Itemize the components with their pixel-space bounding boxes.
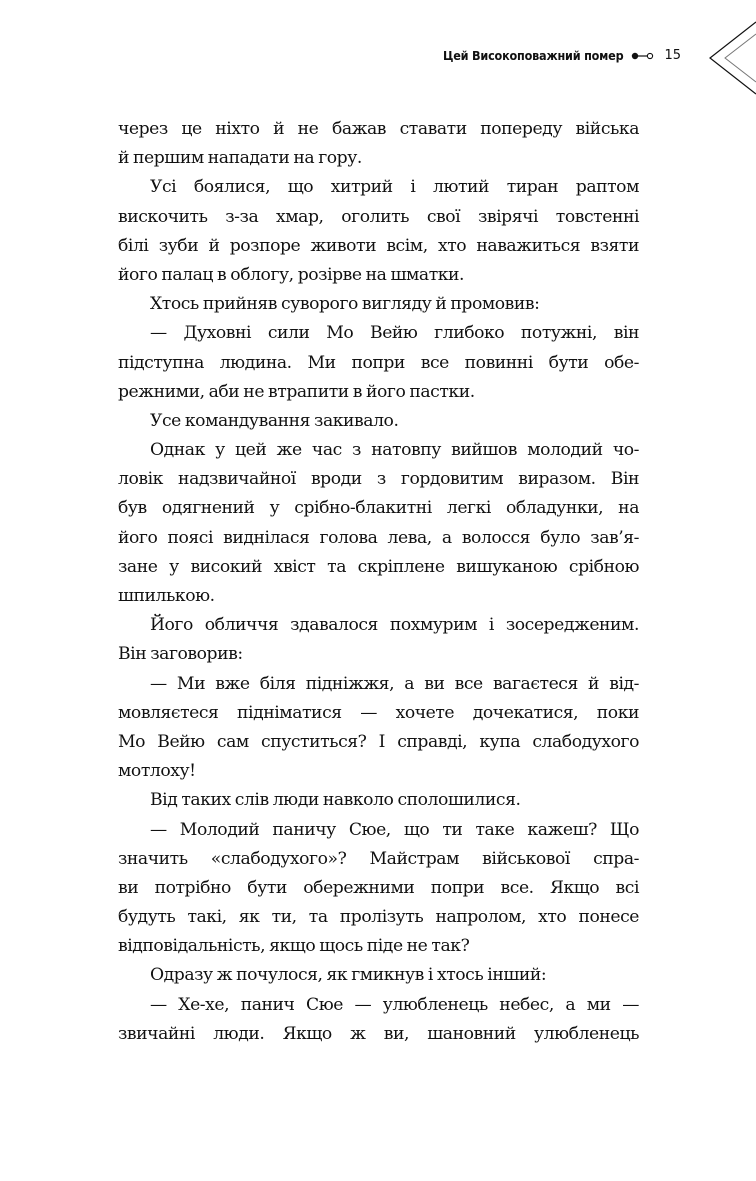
text-line: шпилькою. bbox=[118, 586, 215, 606]
text-line: його палац в облогу, розірве на шматки. bbox=[118, 264, 465, 285]
text-line: — Хе-хе, панич Сюе — улюбленець небес, а ми — bbox=[150, 994, 639, 1015]
text-line: Усі боялися, що хитрий і лютий тиран раптом bbox=[150, 177, 639, 198]
text-line: Його обличчя здавалося похмурим і зосередженим. bbox=[150, 615, 639, 636]
text-line: й першим нападати на гору. bbox=[118, 148, 362, 169]
body-text bbox=[118, 115, 639, 1049]
text-line: Він заговорив: bbox=[118, 644, 243, 665]
text-line: ловік надзвичайної вроди з гордовитим виразом. Він bbox=[118, 469, 639, 490]
text-line: мотлоху! bbox=[118, 761, 196, 782]
text-line: Від таких слів люди навколо сполошилися. bbox=[150, 790, 521, 811]
text-line: — Ми вже біля підніжжя, а ви все вагаєтеся й від- bbox=[150, 673, 639, 694]
text-line: звичайні люди. Якщо ж ви, шановний улюбленець bbox=[118, 1023, 639, 1044]
text-line: Однак у цей же час з натовпу вийшов молодий чо- bbox=[150, 440, 639, 461]
text-line: — Духовні сили Мо Вейю глибоко потужні, він bbox=[150, 323, 639, 344]
text-line: Усе командування закивало. bbox=[150, 410, 399, 431]
text-line: вискочить з-за хмар, оголить свої звірячі товстенні bbox=[118, 206, 639, 227]
text-line: зане у високий хвіст та скріплене вишуканою срібною bbox=[118, 556, 639, 577]
text-line: значить «слабодухого»? Майстрам військової спра- bbox=[118, 848, 639, 869]
text-line: ви потрібно бути обережними попри все. Якщо всі bbox=[118, 877, 639, 898]
text-line: мовляєтеся підніматися — хочете дочекатися, поки bbox=[118, 702, 639, 723]
running-title: Цей Високоповажний помер bbox=[442, 48, 624, 63]
nested-chevron-left-icon bbox=[696, 0, 756, 140]
text-line: відповідальність, якщо щось піде не так? bbox=[118, 936, 470, 957]
text-line: підступна людина. Ми попри все повинні бути обе- bbox=[118, 352, 639, 373]
page-number: 15 bbox=[664, 48, 681, 63]
text-line: Одразу ж почулося, як гмикнув і хтось інший: bbox=[150, 965, 547, 986]
text-line: був одягнений у срібно-блакитні легкі обладунки, на bbox=[118, 498, 639, 519]
text-line: Мо Вейю сам спуститься? І справді, купа слабодухого bbox=[118, 731, 639, 752]
text-line: будуть такі, як ти, та пролізуть напролом, хто понесе bbox=[118, 907, 639, 928]
text-line: режними, аби не втрапити в його пастки. bbox=[118, 381, 475, 402]
text-line: білі зуби й розпоре животи всім, хто наважиться взяти bbox=[118, 235, 639, 256]
text-line: його поясі виднілася голова лева, а волосся було зав’я- bbox=[118, 527, 639, 548]
running-header bbox=[443, 48, 681, 63]
dot-line-circle-icon bbox=[631, 52, 655, 60]
text-line: Хтось прийняв суворого вигляду й промовив: bbox=[150, 294, 540, 315]
text-line: — Молодий паничу Сюе, що ти таке кажеш? Що bbox=[150, 819, 639, 840]
text-line: через це ніхто й не бажав ставати попереду війська bbox=[118, 119, 639, 139]
